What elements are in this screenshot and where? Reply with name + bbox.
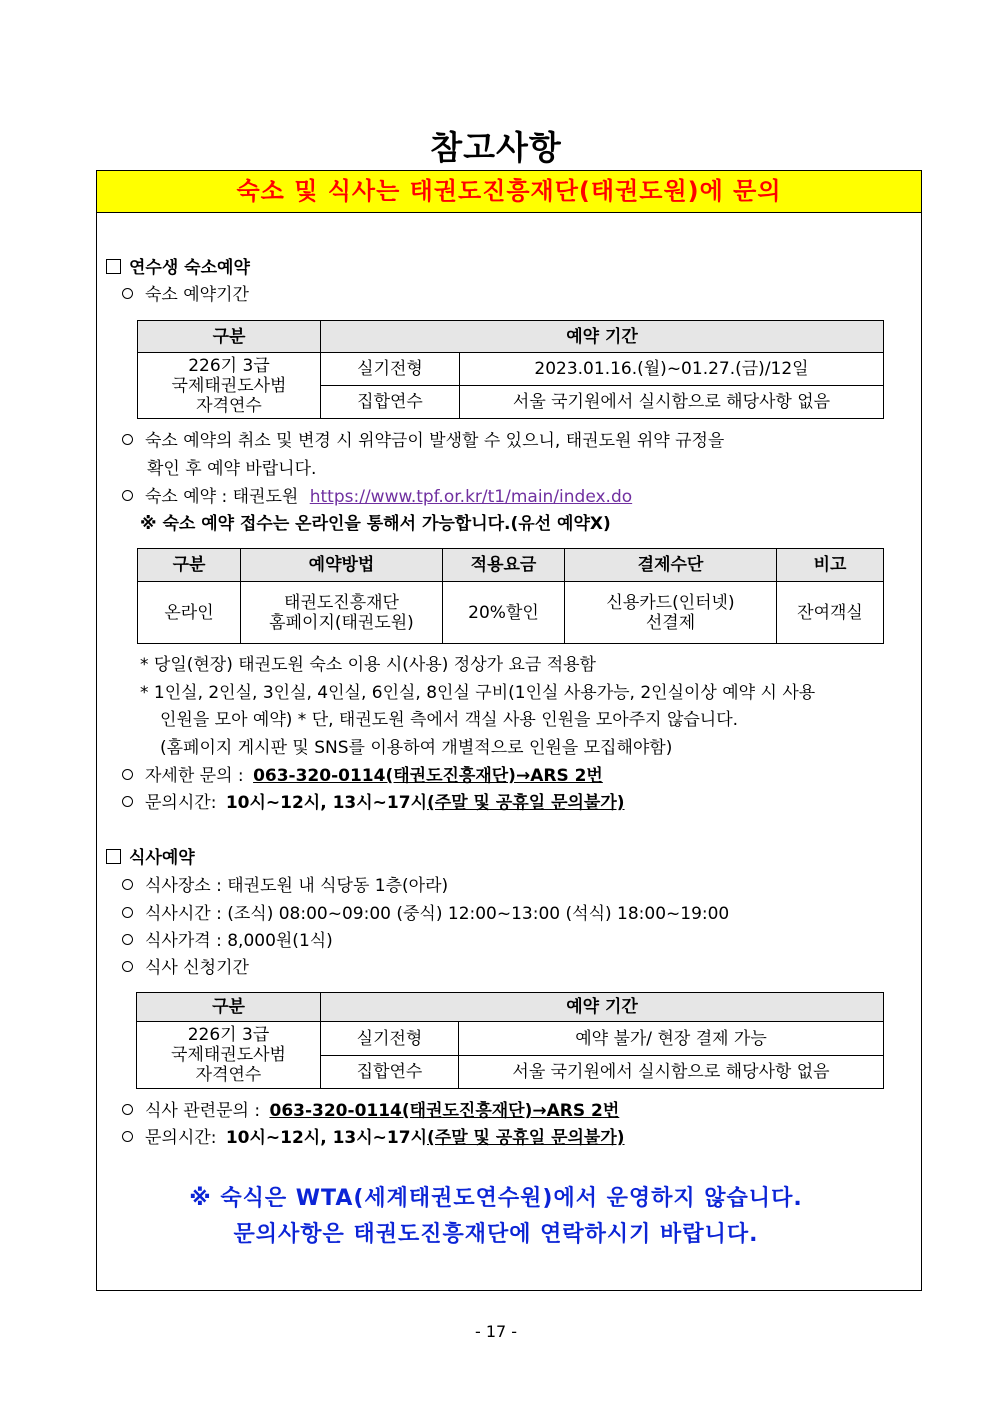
bullet-circle-icon	[122, 934, 133, 945]
table-header: 구분	[138, 321, 321, 353]
meal-period-label: 식사 신청기간	[122, 956, 249, 980]
note-onsite: * 당일(현장) 태권도원 숙소 이용 시(사용) 정상가 요금 적용함	[140, 655, 596, 675]
table-header: 비고	[777, 549, 884, 582]
lodging-period-label: 숙소 예약기간	[122, 283, 249, 307]
meal-time: 식사시간 : (조식) 08:00~09:00 (중식) 12:00~13:00 (석식) 18:00~19:00	[122, 902, 729, 926]
bullet-circle-icon	[122, 288, 133, 299]
bullet-circle-icon	[122, 1131, 133, 1142]
meal-price: 식사가격 : 8,000원(1식)	[122, 929, 333, 953]
table-header: 적용요금	[443, 549, 565, 582]
note-rooms-cont: 인원을 모아 예약) * 단, 태권도원 측에서 객실 사용 인원을 모아주지 않습니다.	[160, 710, 739, 730]
table-cell: 집합연수	[321, 1056, 459, 1089]
meal-contact: 식사 관련문의 : 063-320-0114(태권도진흥재단)→ARS 2번	[122, 1099, 619, 1123]
lodging-heading: 연수생 숙소예약	[106, 256, 250, 280]
bullet-circle-icon	[122, 879, 133, 890]
table-cell: 2023.01.16.(월)~01.27.(금)/12일	[460, 353, 884, 386]
bullet-circle-icon	[122, 796, 133, 807]
table-header: 구분	[137, 993, 321, 1022]
cancel-note-cont: 확인 후 예약 바랍니다.	[147, 459, 317, 479]
note-rooms-cont: (홈페이지 게시판 및 SNS를 이용하여 개별적으로 인원을 모집해야함)	[160, 738, 673, 758]
cancel-note: 숙소 예약의 취소 및 변경 시 위약금이 발생할 수 있으니, 태권도원 위약 규정을	[122, 429, 724, 453]
table-cell: 서울 국기원에서 실시함으로 해당사항 없음	[460, 386, 884, 419]
bullet-circle-icon	[122, 907, 133, 918]
table-cell: 온라인	[138, 582, 241, 644]
bullet-circle-icon	[122, 1104, 133, 1115]
page-number: - 17 -	[474, 1322, 518, 1341]
contact-phone: 063-320-0114(태권도진흥재단)→ARS 2번	[269, 1101, 620, 1121]
table-cell: 신용카드(인터넷) 선결제	[565, 582, 777, 644]
reservation-method-table	[137, 548, 884, 644]
checkbox-square-icon	[106, 849, 121, 864]
online-note: ※ 숙소 예약 접수는 온라인을 통해서 가능합니다.(유선 예약X)	[140, 514, 611, 534]
lodging-contact: 자세한 문의 : 063-320-0114(태권도진흥재단)→ARS 2번	[122, 764, 603, 788]
meal-period-table	[136, 992, 884, 1089]
bullet-circle-icon	[122, 434, 133, 445]
meal-heading: 식사예약	[106, 846, 195, 870]
table-cell: 태권도진흥재단 홈페이지(태권도원)	[241, 582, 443, 644]
bullet-circle-icon	[122, 961, 133, 972]
meal-hours: 문의시간: 10시~12시, 13시~17시(주말 및 공휴일 문의불가)	[122, 1126, 625, 1150]
final-notice-line2: 문의사항은 태권도진흥재단에 연락하시기 바랍니다.	[233, 1222, 759, 1247]
page-title: 참고사항	[430, 128, 562, 167]
reserve-line: 숙소 예약 : 태권도원 https://www.tpf.or.kr/t1/main/index.do	[122, 485, 632, 509]
table-cell: 실기전형	[321, 353, 460, 386]
table-header: 구분	[138, 549, 241, 582]
table-cell: 예약 불가/ 현장 결제 가능	[459, 1022, 884, 1056]
lodging-hours: 문의시간: 10시~12시, 13시~17시(주말 및 공휴일 문의불가)	[122, 791, 625, 815]
final-notice-line1: ※ 숙식은 WTA(세계태권도연수원)에서 운영하지 않습니다.	[189, 1186, 803, 1211]
table-cell: 실기전형	[321, 1022, 459, 1056]
table-header: 예약 기간	[321, 993, 884, 1022]
checkbox-square-icon	[106, 259, 121, 274]
banner-notice: 숙소 및 식사는 태권도진흥재단(태권도원)에 문의	[97, 171, 921, 213]
table-header: 예약방법	[241, 549, 443, 582]
meal-place: 식사장소 : 태권도원 내 식당동 1층(아라)	[122, 874, 448, 898]
bullet-circle-icon	[122, 769, 133, 780]
table-cell: 서울 국기원에서 실시함으로 해당사항 없음	[459, 1056, 884, 1089]
course-cell: 226기 3급 국제태권도사범 자격연수	[138, 353, 321, 419]
table-header: 예약 기간	[321, 321, 884, 353]
table-cell: 집합연수	[321, 386, 460, 419]
table-cell: 20%할인	[443, 582, 565, 644]
lodging-period-table	[137, 320, 884, 419]
contact-phone: 063-320-0114(태권도진흥재단)→ARS 2번	[253, 766, 603, 786]
bullet-circle-icon	[122, 490, 133, 501]
note-rooms: * 1인실, 2인실, 3인실, 4인실, 6인실, 8인실 구비(1인실 사용가능, 2인실이상 예약 시 사용	[140, 683, 816, 703]
reservation-link[interactable]: https://www.tpf.or.kr/t1/main/index.do	[309, 487, 633, 507]
table-header: 결제수단	[565, 549, 777, 582]
table-cell: 잔여객실	[777, 582, 884, 644]
course-cell: 226기 3급 국제태권도사범 자격연수	[137, 1022, 321, 1089]
